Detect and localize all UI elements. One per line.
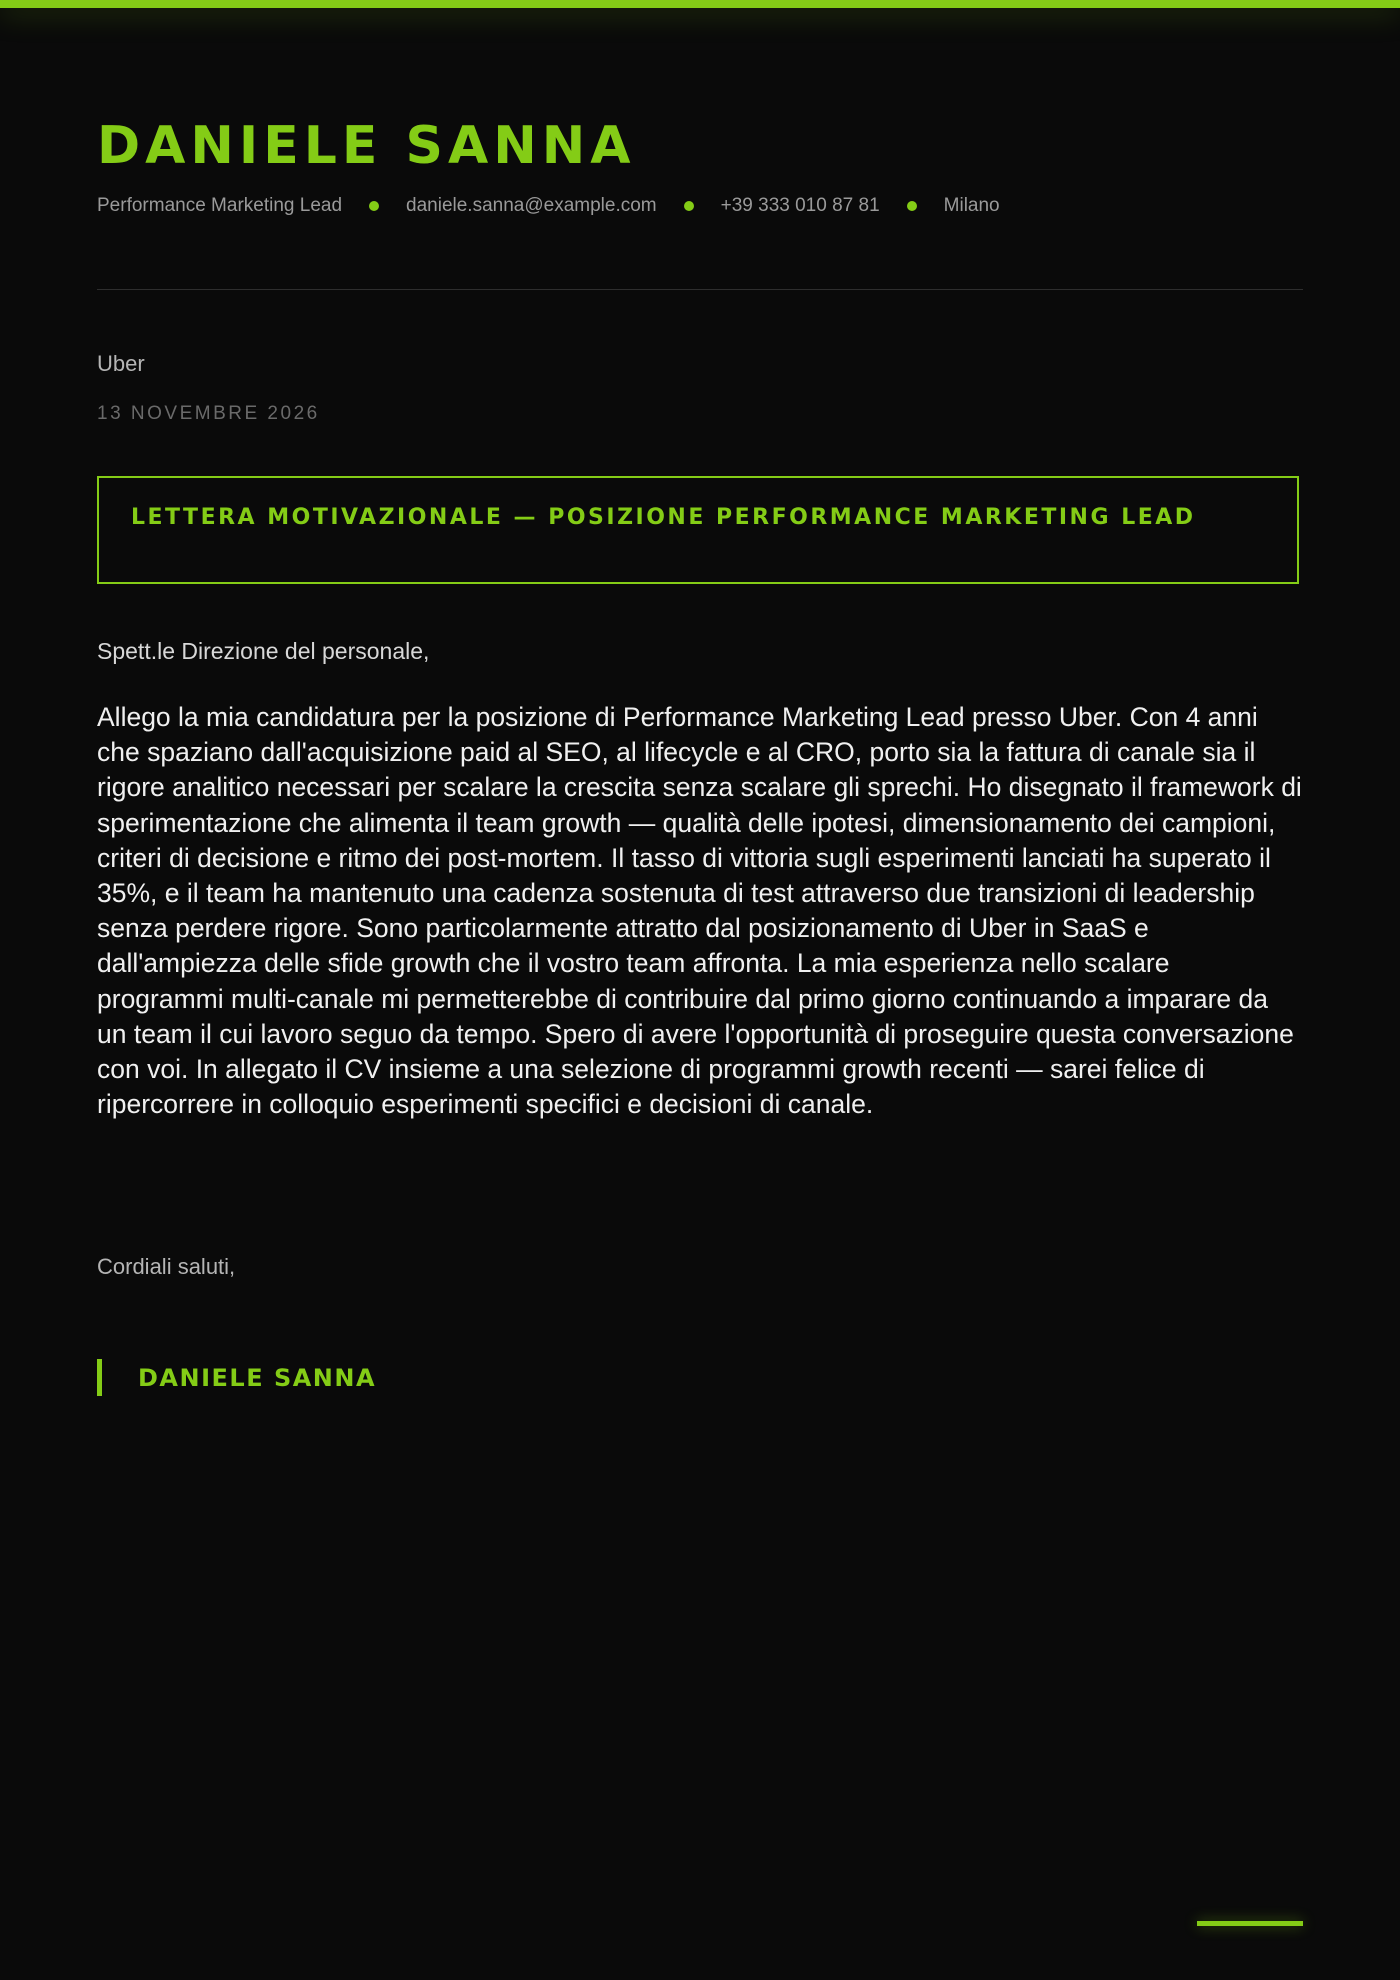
separator-dot bbox=[684, 201, 694, 211]
sender-name: DANIELE SANNA bbox=[97, 116, 636, 176]
separator-dot bbox=[369, 201, 379, 211]
salutation: Spett.le Direzione del personale, bbox=[97, 638, 430, 664]
letter-subject: LETTERA MOTIVAZIONALE — POSIZIONE PERFORMANCE MARKETING LEAD bbox=[131, 505, 1196, 530]
sender-email: daniele.sanna@example.com bbox=[406, 195, 657, 216]
subject-box bbox=[97, 476, 1299, 584]
signature-block bbox=[97, 1359, 376, 1396]
letter-body: Allego la mia candidatura per la posizione di Performance Marketing Lead presso Uber. Con 4 anni che spaziano dall'acquisizione paid al SEO, al lifecycle e al CRO, porto sia la fattura di canale sia il rigore analitico necessari per scalare la crescita senza scalare gli sprechi. Ho disegnato il framework di sperimentazione che alimenta il team growth — qualità delle ipotesi, dimensionamento dei campioni, criteri di decisione e ritmo dei post-mortem. Il tasso di vittoria sugli esperimenti lanciati ha superato il 35%, e il team ha mantenuto una cadenza sostenuta di test attraverso due transizioni di leadership senza perdere rigore. Sono particolarmente attratto dal posizionamento di Uber in SaaS e dall'ampiezza delle sfide growth che il vostro team affronta. La mia esperienza nello scalare programmi multi-canale mi permetterebbe di contribuire dal primo giorno continuando a imparare da un team il cui lavoro seguo da tempo. Spero di avere l'opportunità di proseguire questa conversazione con voi. In allegato il CV insieme a una selezione di programmi growth recenti — sarei felice di ripercorrere in colloquio esperimenti specifici e decisioni di canale. bbox=[97, 702, 1302, 1120]
recipient-company: Uber bbox=[97, 351, 145, 376]
letter-date: 13 NOVEMBRE 2026 bbox=[97, 403, 320, 424]
top-accent-bar bbox=[0, 0, 1400, 8]
sender-phone: +39 333 010 87 81 bbox=[720, 195, 880, 216]
sender-role: Performance Marketing Lead bbox=[97, 195, 343, 216]
contact-line bbox=[97, 193, 1000, 219]
closing: Cordiali saluti, bbox=[97, 1254, 236, 1279]
header-divider bbox=[97, 289, 1303, 290]
separator-dot bbox=[907, 201, 917, 211]
sender-location: Milano bbox=[943, 195, 1000, 216]
footer-accent-line bbox=[1197, 1921, 1303, 1926]
signature-name: DANIELE SANNA bbox=[138, 1363, 377, 1392]
